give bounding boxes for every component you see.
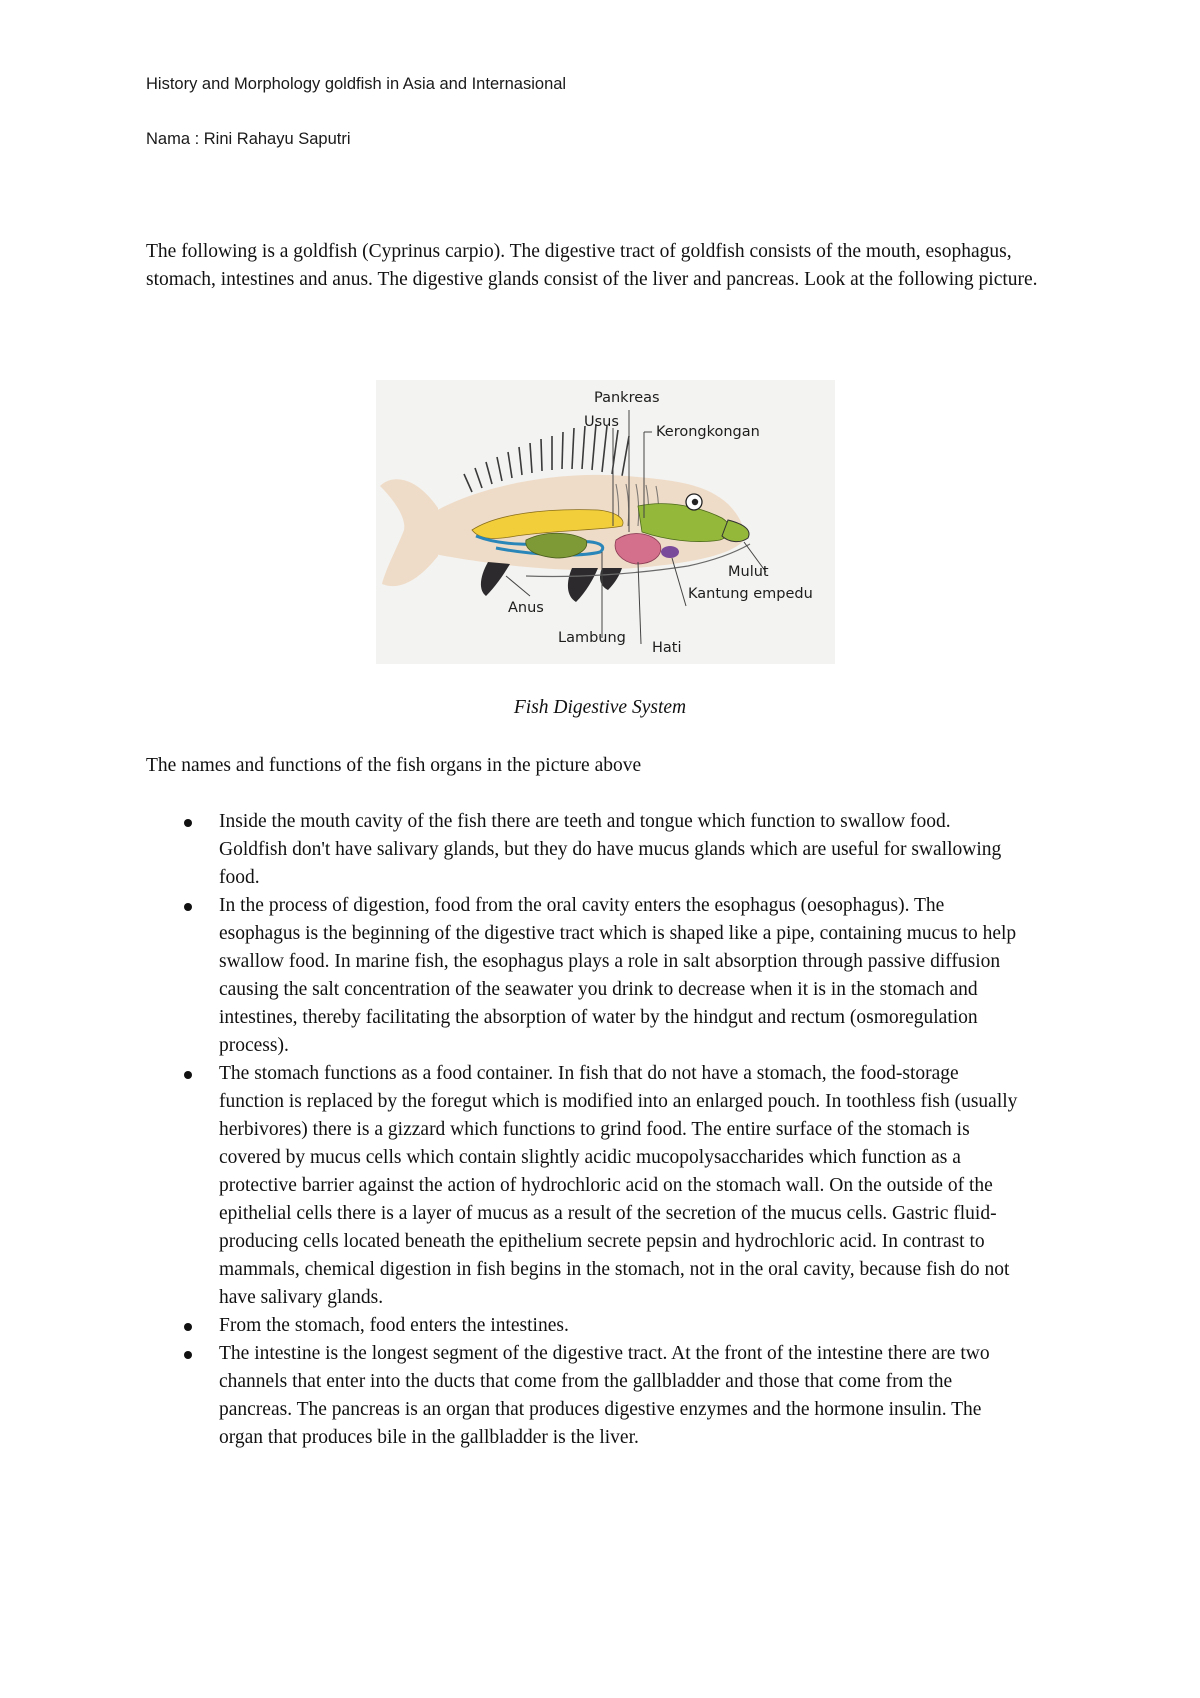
bullet-icon xyxy=(184,1071,192,1079)
list-item xyxy=(146,1060,1066,1312)
bullet-icon xyxy=(184,1351,192,1359)
list-item xyxy=(146,1340,1066,1452)
pectoral-fin xyxy=(600,568,622,590)
figure-caption: Fish Digestive System xyxy=(513,697,687,718)
list-item xyxy=(146,808,1066,892)
gallbladder-organ xyxy=(661,546,679,558)
label-hati: Hati xyxy=(652,640,682,656)
list-item-text: Inside the mouth cavity of the fish there are teeth and tongue which function to swallow food. Goldfish don't have salivary glands, but they do have mucus glands which are useful for swallowing food. xyxy=(219,811,1002,888)
label-lambung: Lambung xyxy=(558,630,626,646)
label-anus: Anus xyxy=(508,600,544,616)
list-heading: The names and functions of the fish organs in the picture above xyxy=(146,755,642,776)
pelvic-fin xyxy=(568,568,598,602)
anal-fin xyxy=(481,562,510,596)
label-kerongkongan: Kerongkongan xyxy=(656,424,760,440)
list-item xyxy=(146,1312,1066,1340)
document-title: History and Morphology goldfish in Asia and Internasional xyxy=(146,75,567,93)
list-item-text: From the stomach, food enters the intestines. xyxy=(219,1315,569,1336)
fish-diagram-svg xyxy=(376,380,835,664)
author-name: Nama : Rini Rahayu Saputri xyxy=(146,130,351,148)
list-item-text: The stomach functions as a food container. In fish that do not have a stomach, the food-storage function is replaced by the foregut which is modified into an enlarged pouch. In toothless fish (usually herbivores) there is a gizzard which functions to grind food. The entire surface of the stomach is covered by mucus cells which contain slightly acidic mucopolysaccharides which function as a protective barrier against the action of hydrochloric acid on the stomach wall. On the outside of the epithelial cells there is a layer of mucus as a result of the secretion of the mucus cells. Gastric fluid-producing cells located beneath the epithelium secrete pepsin and hydrochloric acid. In contrast to mammals, chemical digestion in fish begins in the stomach, not in the oral cavity, because fish do not have salivary glands. xyxy=(219,1063,1018,1308)
list-item-text: The intestine is the longest segment of the digestive tract. At the front of the intestine there are two channels that enter into the ducts that come from the gallbladder and those that come from the pancreas. The pancreas is an organ that produces digestive enzymes and the hormone insulin. The organ that produces bile in the gallbladder is the liver. xyxy=(219,1343,990,1448)
list-item-text: In the process of digestion, food from the oral cavity enters the esophagus (oesophagus). The esophagus is the beginning of the digestive tract which is shaped like a pipe, containing mucus to help swallow food. In marine fish, the esophagus plays a role in salt absorption through passive diffusion causing the salt concentration of the seawater you drink to decrease when it is in the stomach and intestines, thereby facilitating the absorption of water by the hindgut and rectum (osmoregulation process). xyxy=(219,895,1017,1056)
bullet-icon xyxy=(184,903,192,911)
tail-fin xyxy=(380,479,438,586)
label-pankreas: Pankreas xyxy=(594,390,660,406)
list-item xyxy=(146,892,1066,1060)
label-mulut: Mulut xyxy=(728,564,769,580)
label-kantung-empedu: Kantung empedu xyxy=(688,586,813,602)
bullet-icon xyxy=(184,819,192,827)
label-usus: Usus xyxy=(584,414,619,430)
bullet-icon xyxy=(184,1323,192,1331)
fish-digestive-diagram xyxy=(376,380,835,664)
intro-paragraph: The following is a goldfish (Cyprinus carpio). The digestive tract of goldfish consists of the mouth, esophagus, stomach, intestines and anus. The digestive glands consist of the liver and pancreas. Look at the following picture. xyxy=(146,241,1038,290)
organ-function-list xyxy=(146,808,1066,1452)
